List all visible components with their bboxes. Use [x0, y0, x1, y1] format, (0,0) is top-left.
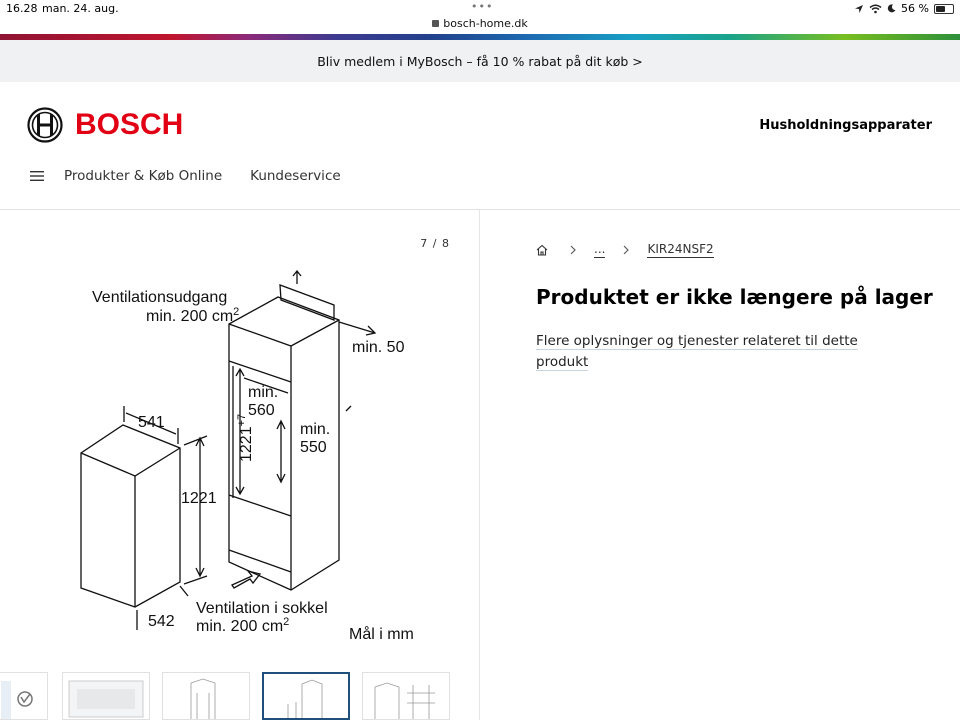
thumbnail-10[interactable]: [362, 672, 450, 720]
page-title: Produktet er ikke længere på lager: [536, 285, 933, 309]
location-arrow-icon: [854, 4, 864, 14]
nav-customer-service[interactable]: Kundeservice: [250, 168, 341, 184]
thumbnail-7[interactable]: [62, 672, 150, 720]
address-bar[interactable]: [0, 17, 960, 30]
thumbnail-drawing-a: [163, 673, 249, 719]
label-vent-outlet: Ventilationsudgang: [92, 289, 228, 306]
breadcrumb-ellipsis[interactable]: ...: [594, 242, 606, 256]
hamburger-menu-icon[interactable]: [30, 171, 44, 181]
breadcrumb: [536, 242, 732, 258]
label-min-550-a: min.: [300, 421, 331, 438]
label-min-50: min. 50: [352, 339, 405, 356]
label-vent-plinth: Ventilation i sokkel: [196, 600, 328, 617]
status-bar: [0, 0, 960, 34]
chevron-right-icon: [623, 245, 629, 255]
label-width-541: 541: [138, 414, 165, 431]
thumbnail-6[interactable]: [0, 672, 48, 720]
battery-icon: [934, 4, 954, 14]
site-header: [0, 82, 960, 210]
thumbnail-drawing-c: [363, 673, 449, 719]
promo-text[interactable]: Bliv medlem i MyBosch – få 10 % rabat på dit køb >: [317, 53, 643, 69]
label-height-1221-plus7: $1221^{+7}$: [236, 413, 255, 462]
bosch-armature-icon: [27, 107, 63, 143]
thumbnail-8[interactable]: [162, 672, 250, 720]
home-icon[interactable]: [536, 244, 548, 256]
promo-banner[interactable]: [0, 40, 960, 82]
lock-icon: [432, 20, 439, 27]
battery-percent: 56 %: [901, 2, 929, 15]
installation-dimension-drawing[interactable]: [60, 270, 440, 660]
tab-dots-icon[interactable]: •••: [471, 0, 494, 13]
label-min-560-b: 560: [248, 402, 275, 419]
image-counter: 7 / 8: [420, 237, 450, 250]
label-min-560-a: min.: [248, 384, 279, 401]
label-height-1221: 1221: [181, 490, 217, 507]
status-date: man. 24. aug.: [42, 2, 119, 15]
wifi-icon: [869, 4, 882, 14]
label-vent-outlet-min: min. 200 $cm^2$: [146, 306, 240, 325]
address-url: bosch-home.dk: [443, 17, 528, 30]
more-info-link[interactable]: [536, 331, 891, 373]
status-time: 16.28: [6, 2, 38, 15]
label-min-550-b: 550: [300, 439, 327, 456]
thumbnail-9-active[interactable]: [262, 672, 350, 720]
thumbnail-fridge-interior: [63, 673, 149, 719]
site-section-title[interactable]: Husholdningsapparater: [759, 118, 932, 133]
thumbnail-drawing-b: [264, 674, 348, 718]
moon-icon: [887, 4, 896, 13]
brand-name: BOSCH: [75, 108, 184, 141]
label-units: Mål i mm: [349, 626, 414, 643]
nav-products[interactable]: Produkter & Køb Online: [64, 168, 223, 184]
label-depth-542: 542: [148, 613, 175, 630]
thumbnail-energy-icon: [0, 673, 47, 719]
main-nav: [30, 168, 369, 184]
status-indicators: [854, 2, 954, 15]
chevron-right-icon: [570, 245, 576, 255]
product-info: [481, 210, 960, 720]
more-info-link-text[interactable]: Flere oplysninger og tjenester relateret til dette produkt: [536, 333, 858, 370]
product-gallery: [0, 210, 480, 720]
label-vent-plinth-min: min. 200 $cm^2$: [196, 616, 290, 635]
bosch-logo[interactable]: [27, 107, 183, 143]
thumbnail-strip: [0, 672, 480, 720]
breadcrumb-current-product[interactable]: KIR24NSF2: [647, 242, 714, 256]
